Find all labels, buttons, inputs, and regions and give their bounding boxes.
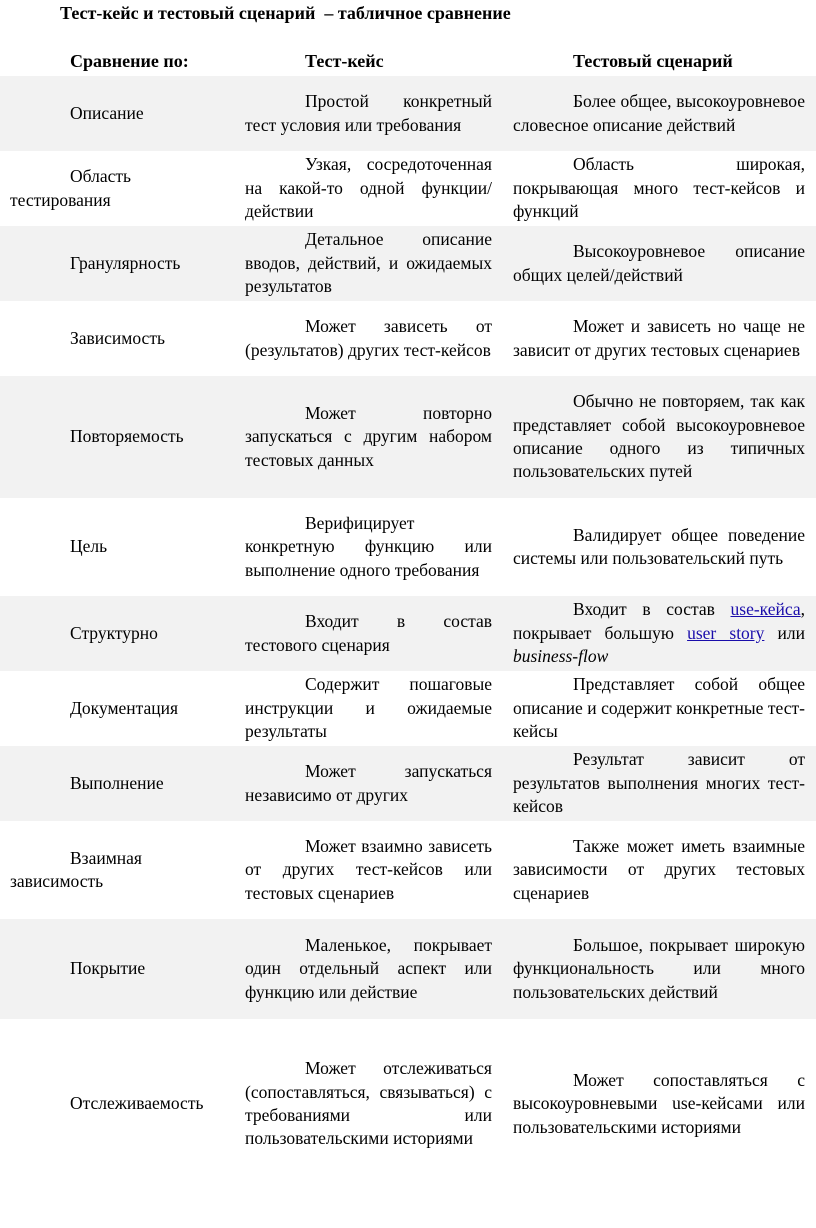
test-scenario-cell: Представляет собой общее описание и содержит конкретные тест-кейсы [513, 674, 805, 742]
test-scenario-cell: Высокоуровневое описание общих целей/действий [513, 241, 805, 285]
test-scenario-cell: Результат зависит от результатов выполнения многих тест-кейсов [513, 749, 805, 817]
criterion-cell: Структурно [70, 622, 158, 643]
criterion-cell: Повторяемость [70, 426, 184, 447]
table-row [0, 76, 816, 151]
criterion-cell: Покрытие [70, 958, 146, 979]
scenario-text: , покрывает большую [513, 599, 805, 643]
table-row [0, 671, 816, 746]
test-scenario-cell: Область широкая, покрывающая много тест-кейсов и функций [513, 154, 805, 222]
criterion-cell: Цель [70, 536, 108, 557]
criterion-cell: Гранулярность [70, 252, 181, 273]
test-scenario-cell: Также может иметь взаимные зависимости от других тестовых сценариев [513, 835, 805, 903]
test-case-cell: Простой конкретный тест условия или требования [245, 91, 492, 135]
table-row [0, 301, 816, 376]
table-row [0, 821, 816, 919]
test-scenario-cell: Обычно не повторяем, так как представляет собой высокоуровневое описание одного из типичных пользовательских путей [513, 391, 805, 482]
test-case-cell: Может отслеживаться (сопоставляться, связываться) с требованиями или пользовательскими историями [245, 1058, 492, 1149]
table-row [0, 151, 816, 226]
test-scenario-cell: Может и зависеть но чаще не зависит от других тестовых сценариев [513, 316, 805, 360]
user-story-link[interactable]: user story [687, 622, 765, 643]
test-scenario-cell: Более общее, высокоуровневое словесное описание действий [513, 91, 805, 135]
test-case-cell: Верифицирует конкретную функцию или выполнение одного требования [245, 512, 492, 580]
test-case-cell: Входит в состав тестового сценария [245, 611, 492, 655]
test-scenario-cell: Большое, покрывает широкую функциональность или много пользовательских действий [513, 934, 805, 1002]
table-row [0, 226, 816, 301]
criterion-cell: Взаимная зависимость [10, 847, 142, 891]
test-scenario-cell: Может сопоставляться с высокоуровневыми use-кейсами или пользовательскими историями [513, 1069, 805, 1137]
criterion-cell: Отслеживаемость [70, 1093, 204, 1114]
table-row [0, 376, 816, 498]
criterion-cell: Зависимость [70, 327, 165, 348]
criterion-cell: Выполнение [70, 772, 164, 793]
business-flow-text: business-flow [513, 646, 609, 667]
table-row [0, 596, 816, 671]
test-case-cell: Может запускаться независимо от других [245, 761, 492, 805]
test-scenario-cell [513, 598, 805, 668]
table-row [0, 1019, 816, 1189]
use-case-link[interactable]: use-кейса [730, 599, 801, 620]
header-comparison: Сравнение по: [70, 51, 189, 71]
test-case-cell: Может повторно запускаться с другим набором тестовых данных [245, 402, 492, 470]
table-row [0, 919, 816, 1019]
table-row [0, 746, 816, 821]
test-case-cell: Может зависеть от (результатов) других тест-кейсов [245, 316, 492, 360]
test-case-cell: Детальное описание вводов, действий, и ожидаемых результатов [245, 229, 492, 297]
test-scenario-cell: Валидирует общее поведение системы или пользовательский путь [513, 524, 805, 568]
criterion-cell: Описание [70, 102, 144, 123]
test-case-cell: Содержит пошаговые инструкции и ожидаемые результаты [245, 674, 492, 742]
criterion-cell: Документация [70, 697, 179, 718]
page-title: Тест-кейс и тестовый сценарий – табличное сравнение [60, 3, 511, 23]
scenario-text: или [764, 622, 806, 643]
test-case-cell: Маленькое, покрывает один отдельный аспект или функцию или действие [245, 934, 492, 1002]
criterion-cell: Область тестирования [10, 166, 132, 210]
test-case-cell: Может взаимно зависеть от других тест-кейсов или тестовых сценариев [245, 835, 492, 903]
test-case-cell: Узкая, сосредоточенная на какой-то одной функции/действии [245, 154, 492, 222]
header-test-case: Тест-кейс [305, 51, 384, 71]
scenario-text: Входит в состав [573, 599, 731, 620]
table-row [0, 498, 816, 596]
header-test-scenario: Тестовый сценарий [573, 51, 733, 71]
